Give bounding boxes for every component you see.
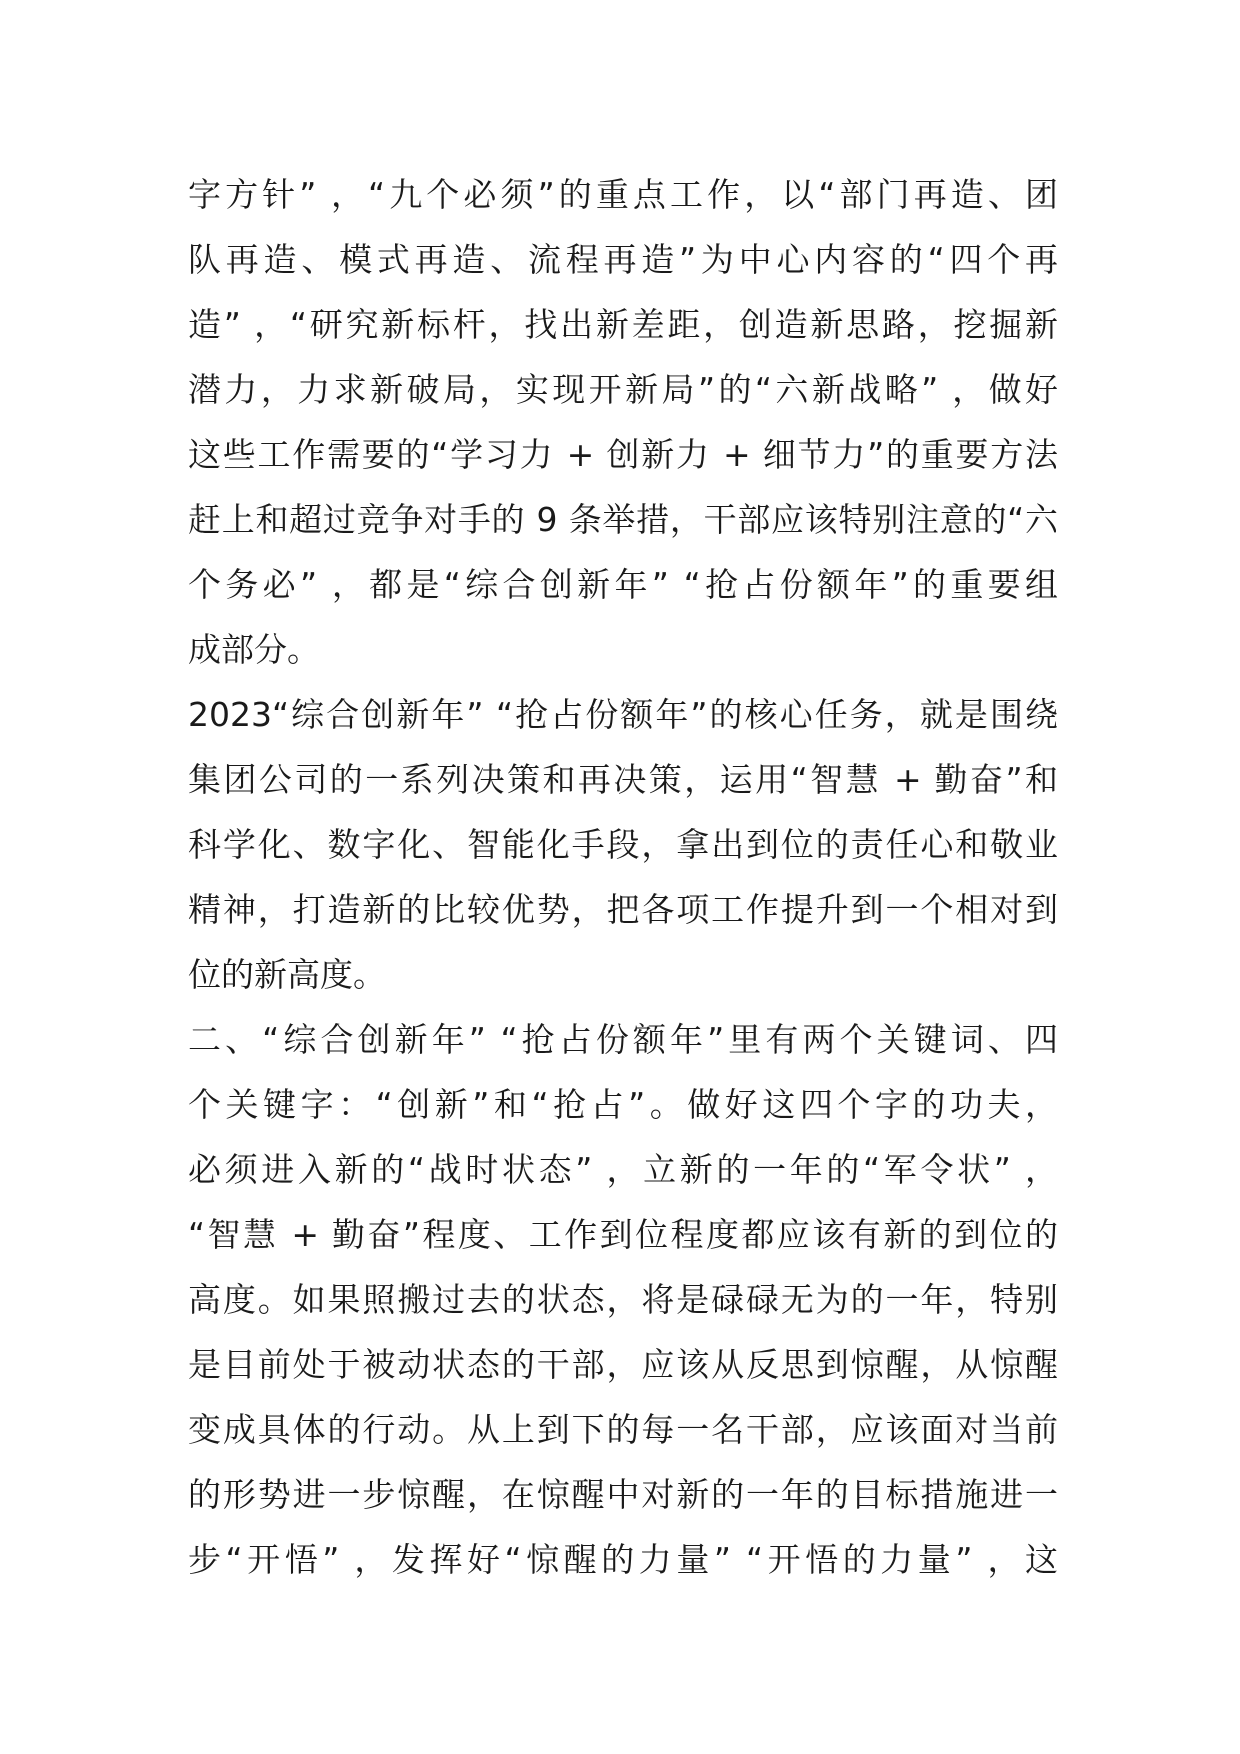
- text-line: 变成具体的行动。从上到下的每一名干部，应该面对当前: [188, 1410, 1058, 1449]
- text-line: 个关键字：“创新”和“抢占”。做好这四个字的功夫，: [188, 1085, 1058, 1124]
- text-line: 必须进入新的“战时状态” ，立新的一年的“军令状” ，: [188, 1150, 1058, 1189]
- text-line: 高度。如果照搬过去的状态，将是碌碌无为的一年，特别: [188, 1280, 1058, 1319]
- text-line: 成部分。: [188, 630, 320, 669]
- text-line: 个务必” ，都是“综合创新年” “抢占份额年”的重要组: [188, 565, 1058, 604]
- text-line: 集团公司的一系列决策和再决策，运用“智慧 + 勤奋”和: [188, 760, 1058, 799]
- text-line: 位的新高度。: [188, 955, 386, 994]
- text-line: 精神，打造新的比较优势，把各项工作提升到一个相对到: [188, 890, 1058, 929]
- text-line: 二、“综合创新年” “抢占份额年”里有两个关键词、四: [188, 1020, 1058, 1059]
- text-line: 队再造、模式再造、流程再造”为中心内容的“四个再: [188, 240, 1058, 279]
- paragraph-3: [188, 1007, 1058, 1592]
- text-line: 造” ，“研究新标杆，找出新差距，创造新思路，挖掘新: [188, 305, 1058, 344]
- text-line: 步“开悟” ，发挥好“惊醒的力量” “开悟的力量” ，这: [188, 1540, 1058, 1579]
- text-line: 的形势进一步惊醒，在惊醒中对新的一年的目标措施进一: [188, 1475, 1058, 1514]
- text-line: 这些工作需要的“学习力 + 创新力 + 细节力”的重要方法: [188, 435, 1058, 474]
- text-line: 赶上和超过竞争对手的 9 条举措，干部应该特别注意的“六: [188, 500, 1058, 539]
- paragraph-1: [188, 162, 1058, 682]
- text-line: 潜力，力求新破局，实现开新局”的“六新战略” ，做好: [188, 370, 1058, 409]
- body-text: [188, 162, 1058, 1592]
- text-line: 2023“综合创新年” “抢占份额年”的核心任务，就是围绕: [188, 695, 1058, 734]
- text-line: “智慧 + 勤奋”程度、工作到位程度都应该有新的到位的: [188, 1215, 1058, 1254]
- paragraph-2: [188, 682, 1058, 1007]
- text-line: 科学化、数字化、智能化手段，拿出到位的责任心和敬业: [188, 825, 1058, 864]
- text-line: 字方针” ，“九个必须”的重点工作，以“部门再造、团: [188, 175, 1058, 214]
- text-line: 是目前处于被动状态的干部，应该从反思到惊醒，从惊醒: [188, 1345, 1058, 1384]
